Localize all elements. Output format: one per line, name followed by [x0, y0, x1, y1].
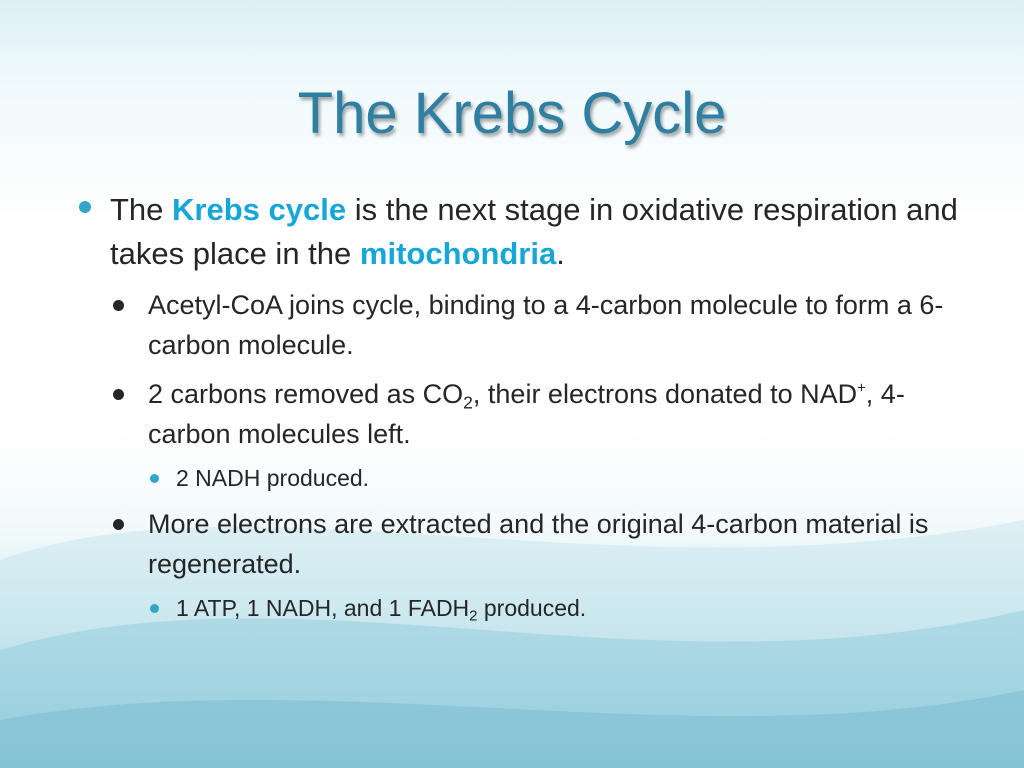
bullet-carbons-removed	[110, 374, 986, 454]
keyword-mitochondria: mitochondria	[359, 236, 557, 271]
bullet-dot-icon	[113, 519, 124, 530]
slide-body	[76, 188, 986, 625]
subscript: 2	[469, 607, 478, 625]
bullet-dot-icon	[113, 389, 124, 400]
bullet-text: 2 carbons removed as CO	[148, 379, 464, 409]
bullet-nadh-produced	[150, 461, 986, 495]
bullet-electrons-extracted	[110, 504, 986, 584]
keyword-krebs-cycle: Krebs cycle	[172, 192, 347, 227]
bullet-krebs-cycle	[76, 188, 986, 276]
bullet-acetyl-coa	[110, 285, 986, 365]
bullet-text: The	[110, 192, 173, 227]
subscript: 2	[463, 392, 473, 413]
bullet-text: produced.	[477, 595, 587, 621]
bullet-dot-icon	[150, 604, 159, 613]
bullet-text: , 4-carbon molecules left.	[148, 379, 905, 449]
bullet-text: More electrons are extracted and the original 4-carbon material is regenerated.	[148, 509, 929, 579]
bullet-text: , their electrons donated to NAD	[472, 379, 858, 409]
bullet-text: 2 NADH produced.	[176, 465, 370, 491]
bullet-dot-icon	[113, 300, 124, 311]
bullet-atp-nadh-fadh2	[150, 591, 986, 625]
bullet-text: is the next stage in oxidative respiration and takes place in the	[110, 192, 958, 271]
bullet-text: .	[556, 236, 565, 271]
slide-title: The Krebs Cycle	[297, 81, 727, 146]
superscript: +	[857, 380, 866, 397]
bullet-text: Acetyl-CoA joins cycle, binding to a 4-carbon molecule to form a 6-carbon molecule.	[148, 290, 944, 360]
bullet-dot-icon	[79, 201, 91, 213]
bullet-dot-icon	[150, 474, 159, 483]
bullet-text: 1 ATP, 1 NADH, and 1 FADH	[176, 595, 470, 621]
